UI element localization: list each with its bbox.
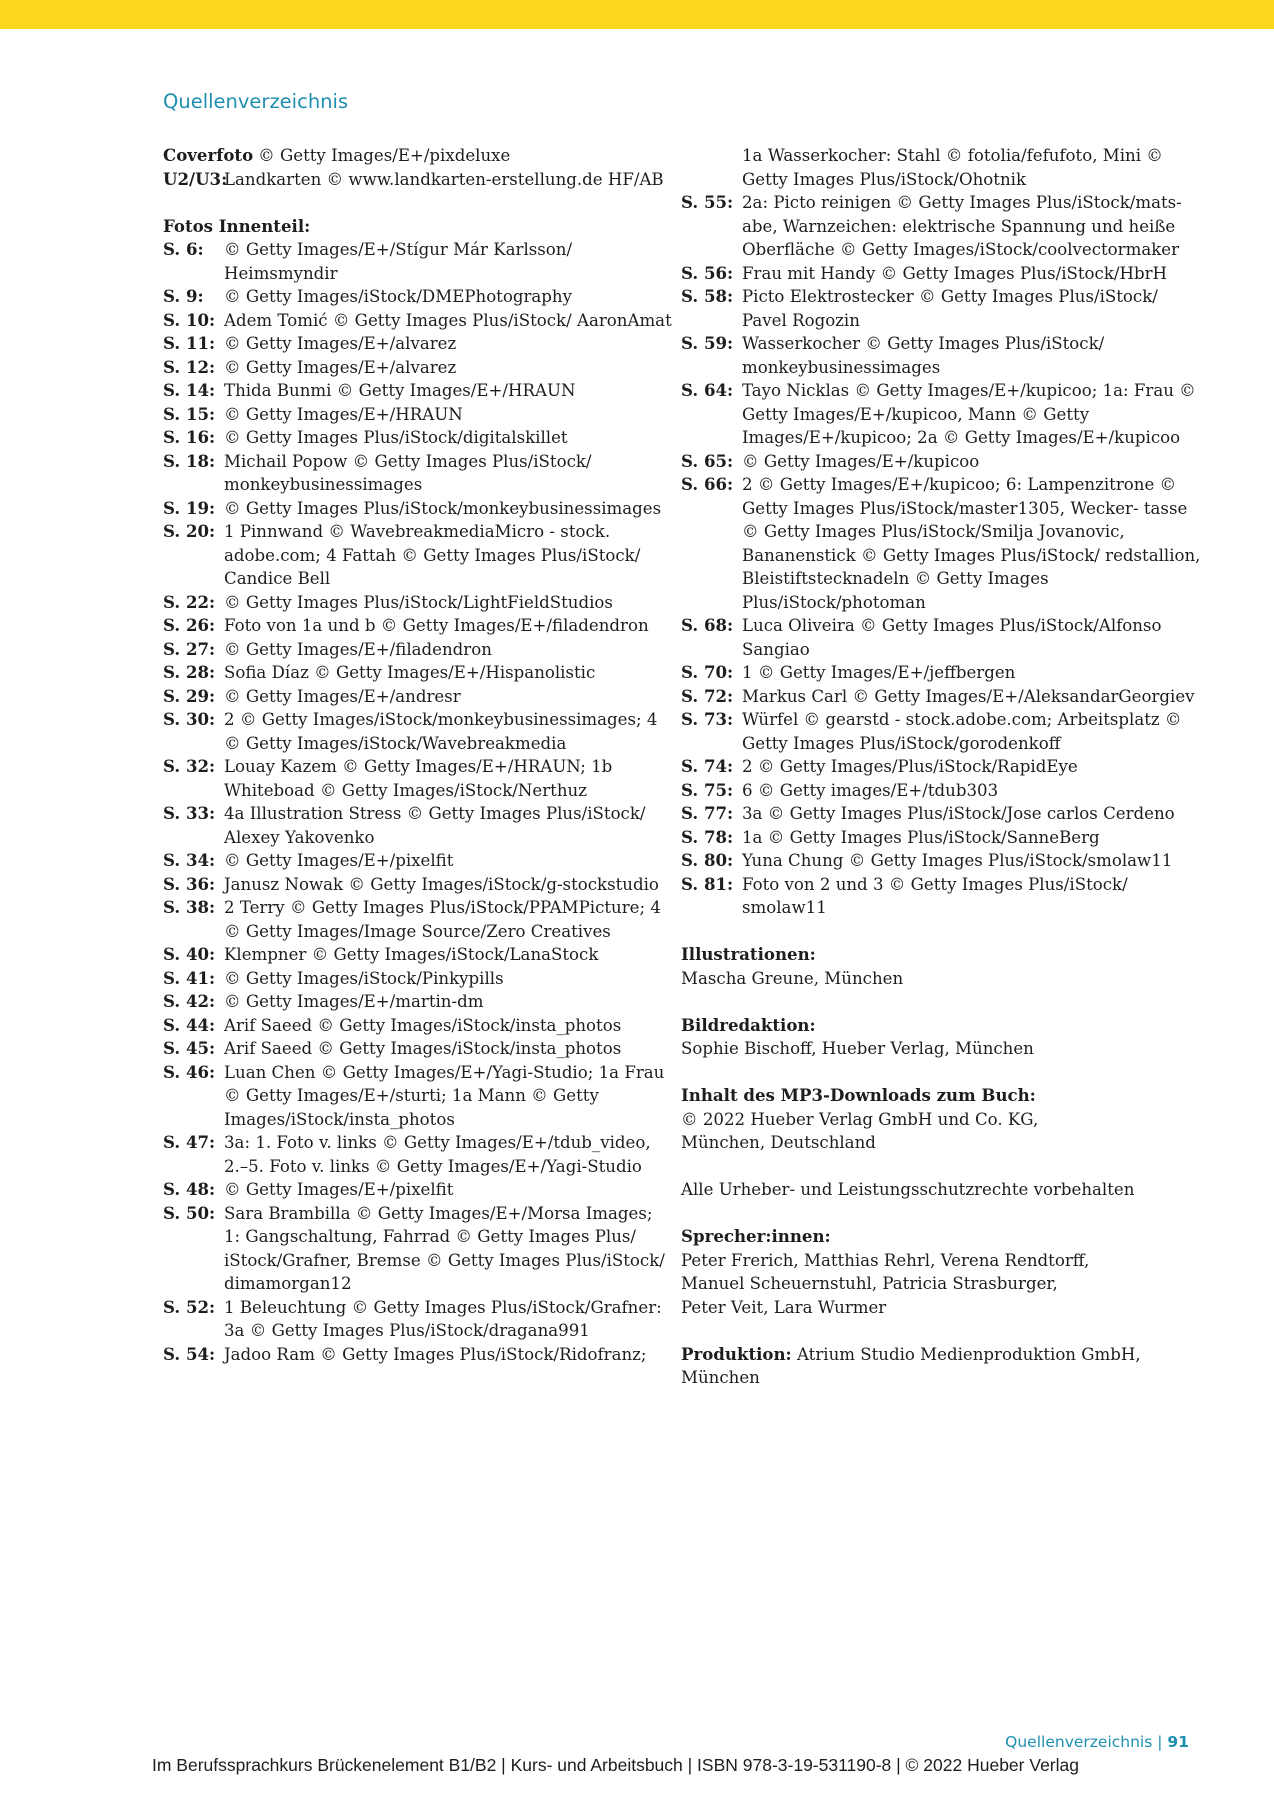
page-label: S. 78: xyxy=(681,826,734,847)
credit-entry xyxy=(163,238,673,285)
credit-text: Janusz Nowak © Getty Images/iStock/g-stockstudio xyxy=(224,874,659,894)
produktion-text: Atrium Studio Medienproduktion GmbH, München xyxy=(681,1344,1141,1387)
left-column xyxy=(163,144,673,1366)
page-label: S. 22: xyxy=(163,591,216,612)
credit-text: Thida Bunmi © Getty Images/E+/HRAUN xyxy=(224,381,576,400)
page-label: S. 20: xyxy=(163,521,216,541)
page-label: S. 29: xyxy=(163,685,216,706)
page-label: S. 41: xyxy=(163,967,216,988)
sprecher-line: Peter Veit, Lara Wurmer xyxy=(681,1297,887,1317)
credit-entry xyxy=(681,873,1201,920)
credit-text: Michail Popow © Getty Images Plus/iStock/ monkeybusinessimages xyxy=(224,451,592,494)
credit-entry xyxy=(681,450,1201,474)
page-label: S. 59: xyxy=(681,333,734,353)
illustrationen-heading: Illustrationen: xyxy=(681,944,816,964)
credit-entry xyxy=(681,779,1201,803)
page-label: S. 38: xyxy=(163,897,216,917)
sprecher-line: Manuel Scheuernstuhl, Patricia Strasburger, xyxy=(681,1274,1058,1293)
credit-text: 6 © Getty images/E+/tdub303 xyxy=(742,780,999,800)
page-label: S. 18: xyxy=(163,450,216,471)
page-label: S. 73: xyxy=(681,709,734,729)
credit-text: Markus Carl © Getty Images/E+/AleksandarGeorgiev xyxy=(742,686,1195,706)
credit-entry xyxy=(681,285,1201,332)
credit-entry xyxy=(163,1131,673,1178)
cover-credit xyxy=(163,144,673,168)
credit-text: Louay Kazem © Getty Images/E+/HRAUN; 1b Whiteboad © Getty Images/iStock/Nerthuz xyxy=(224,757,613,800)
page-label: S. 56: xyxy=(681,262,734,283)
credit-entry xyxy=(163,450,673,497)
credit-text: 2 © Getty Images/E+/kupicoo; 6: Lampenzitrone © Getty Images Plus/iStock/master1305, Wecker- tasse © Getty Images Plus/iStock/Smilja Jovanovic, Bananenstick © Getty Images Plus/iStock/ redstallion, Bleistiftstecknadeln © Getty Images Plus/iStock/photoman xyxy=(742,475,1201,612)
continuation-text: 1a Wasserkocher: Stahl © fotolia/fefufoto, Mini © Getty Images Plus/iStock/Ohotnik xyxy=(742,146,1163,189)
credit-text: © Getty Images Plus/iStock/monkeybusinessimages xyxy=(224,498,662,518)
mp3-heading: Inhalt des MP3-Downloads zum Buch: xyxy=(681,1085,1036,1105)
credit-entry xyxy=(163,1343,673,1367)
entry-label: U2/U3: xyxy=(163,168,228,189)
page-label: S. 34: xyxy=(163,850,216,870)
page-label: S. 46: xyxy=(163,1061,216,1082)
right-column xyxy=(681,144,1201,1390)
credit-entry xyxy=(681,661,1201,685)
credit-entry xyxy=(163,332,673,356)
credit-entry xyxy=(681,685,1201,709)
credit-text: © Getty Images/E+/andresr xyxy=(224,686,461,706)
page-label: S. 48: xyxy=(163,1179,216,1199)
page-label: S. 40: xyxy=(163,944,216,964)
page-label: S. 32: xyxy=(163,756,216,776)
credit-text: 2a: Picto reinigen © Getty Images Plus/iStock/mats- abe, Warnzeichen: elektrische Spannung und heiße Oberfläche © Getty Images/iStock/coolvectormaker xyxy=(742,193,1182,259)
credit-text: Tayo Nicklas © Getty Images/E+/kupicoo; 1a: Frau © Getty Images/E+/kupicoo, Mann © Getty Images/E+/kupicoo; 2a © Getty Images/E+/kupicoo xyxy=(742,381,1196,447)
page-label: S. 81: xyxy=(681,873,734,894)
page-label: S. 6: xyxy=(163,239,204,259)
page-label: S. 74: xyxy=(681,756,734,776)
page-label: S. 10: xyxy=(163,309,216,330)
credit-entry xyxy=(163,990,673,1014)
credit-text: Picto Elektrostecker © Getty Images Plus/iStock/ Pavel Rogozin xyxy=(742,287,1158,330)
credit-entry xyxy=(681,849,1201,873)
credit-entry xyxy=(163,379,673,403)
entry-text: Landkarten © www.landkarten-erstellung.de HF/AB xyxy=(224,169,664,189)
page-label: S. 64: xyxy=(681,380,734,400)
credit-entry xyxy=(163,591,673,615)
credit-text: 1 © Getty Images/E+/jeffbergen xyxy=(742,663,1016,682)
credit-entry xyxy=(163,896,673,943)
credit-entry xyxy=(681,708,1201,755)
credit-text: © Getty Images/E+/HRAUN xyxy=(224,404,463,424)
credit-entry xyxy=(163,685,673,709)
credit-text: Foto von 2 und 3 © Getty Images Plus/iStock/ smolaw11 xyxy=(742,874,1128,917)
credit-text: Luan Chen © Getty Images/E+/Yagi-Studio; 1a Frau © Getty Images/E+/sturti; 1a Mann © Getty Images/iStock/insta_photos xyxy=(224,1062,665,1129)
footer-separator: | xyxy=(1157,1733,1163,1751)
credit-entry xyxy=(163,1296,673,1343)
page-label: S. 77: xyxy=(681,803,734,823)
page-label: S. 80: xyxy=(681,850,734,870)
credit-entry xyxy=(681,614,1201,661)
credit-text: © Getty Images/E+/pixelfit xyxy=(224,851,454,870)
credit-text: Yuna Chung © Getty Images Plus/iStock/smolaw11 xyxy=(742,851,1173,870)
credit-text: Jadoo Ram © Getty Images Plus/iStock/Ridofranz; xyxy=(224,1344,647,1364)
credit-entry xyxy=(163,802,673,849)
produktion-label: Produktion: xyxy=(681,1343,792,1364)
page-label: S. 50: xyxy=(163,1202,216,1223)
credit-entry xyxy=(163,1178,673,1202)
page-label: S. 16: xyxy=(163,427,216,447)
credit-text: © Getty Images/E+/martin-dm xyxy=(224,992,484,1011)
page-label: S. 45: xyxy=(163,1038,216,1058)
left-credit-list xyxy=(163,238,673,1366)
page-label: S. 42: xyxy=(163,991,216,1011)
fotos-heading: Fotos Innenteil: xyxy=(163,215,311,236)
credit-text: © Getty Images/E+/alvarez xyxy=(224,334,457,353)
credit-text: © Getty Images Plus/iStock/digitalskillet xyxy=(224,428,568,447)
credit-text: Luca Oliveira © Getty Images Plus/iStock/Alfonso Sangiao xyxy=(742,616,1162,659)
rights-text: Alle Urheber- und Leistungsschutzrechte vorbehalten xyxy=(681,1180,1135,1199)
credit-text: © Getty Images/E+/filadendron xyxy=(224,639,492,659)
page-label: S. 54: xyxy=(163,1343,216,1364)
credit-text: © Getty Images/E+/Stígur Már Karlsson/ Heimsmyndir xyxy=(224,240,573,283)
credit-text: Foto von 1a und b © Getty Images/E+/filadendron xyxy=(224,616,649,635)
page-label: S. 70: xyxy=(681,662,734,682)
credit-text: 1a © Getty Images Plus/iStock/SanneBerg xyxy=(742,827,1100,847)
credit-entry xyxy=(681,473,1201,614)
page-title: Quellenverzeichnis xyxy=(163,90,349,113)
sprecher-heading: Sprecher:innen: xyxy=(681,1226,831,1246)
credit-text: 1 Beleuchtung © Getty Images Plus/iStock/Grafner: 3a © Getty Images Plus/iStock/dragana991 xyxy=(224,1297,662,1340)
credit-text: Sofia Díaz © Getty Images/E+/Hispanolistic xyxy=(224,663,596,682)
bildredaktion-text: Sophie Bischoff, Hueber Verlag, München xyxy=(681,1039,1034,1058)
credit-entry xyxy=(163,1061,673,1132)
credit-entry xyxy=(163,426,673,450)
page-label: S. 47: xyxy=(163,1132,216,1152)
credit-text: 2 © Getty Images/Plus/iStock/RapidEye xyxy=(742,757,1078,776)
credit-entry xyxy=(163,708,673,755)
page-number: 91 xyxy=(1167,1733,1189,1751)
page-label: S. 28: xyxy=(163,662,216,682)
credit-entry xyxy=(163,1037,673,1061)
credit-entry xyxy=(163,849,673,873)
mp3-line: München, Deutschland xyxy=(681,1133,876,1152)
credit-text: Arif Saeed © Getty Images/iStock/insta_photos xyxy=(224,1015,622,1035)
page-label: S. 30: xyxy=(163,709,216,729)
page-label: S. 65: xyxy=(681,450,734,471)
page-label: S. 27: xyxy=(163,638,216,659)
credit-text: © Getty Images Plus/iStock/LightFieldStudios xyxy=(224,592,613,612)
u2u3-credit xyxy=(163,168,673,192)
page-label: S. 33: xyxy=(163,803,216,823)
footer-section-page xyxy=(1005,1733,1189,1751)
credit-text: Würfel © gearstd - stock.adobe.com; Arbeitsplatz © Getty Images Plus/iStock/gorodenkoff xyxy=(742,710,1182,753)
credit-entry xyxy=(163,356,673,380)
footer-section: Quellenverzeichnis xyxy=(1005,1733,1153,1751)
footer-book-info: Im Berufssprachkurs Brückenelement B1/B2 | Kurs- und Arbeitsbuch | ISBN 978-3-19-531190-8 | © 2022 Hueber Verlag xyxy=(152,1755,1079,1775)
credit-text: © Getty Images/E+/pixelfit xyxy=(224,1180,454,1199)
mp3-line: © 2022 Hueber Verlag GmbH und Co. KG, xyxy=(681,1109,1039,1129)
credit-entry xyxy=(163,497,673,521)
top-accent-bar xyxy=(0,0,1274,29)
page-label: S. 58: xyxy=(681,286,734,306)
credit-entry xyxy=(163,1014,673,1038)
credit-text: 2 © Getty Images/iStock/monkeybusinessimages; 4 © Getty Images/iStock/Wavebreakmedia xyxy=(224,710,658,753)
credit-text: Adem Tomić © Getty Images Plus/iStock/ AaronAmat xyxy=(224,310,672,330)
page-label: S. 72: xyxy=(681,685,734,706)
page-label: S. 19: xyxy=(163,497,216,518)
page-label: S. 12: xyxy=(163,356,216,377)
credit-entry xyxy=(163,661,673,685)
credit-text: Klempner © Getty Images/iStock/LanaStock xyxy=(224,945,599,964)
entry-text: © Getty Images/E+/pixdeluxe xyxy=(258,146,511,165)
entry-label: Coverfoto xyxy=(163,145,254,165)
page-label: S. 36: xyxy=(163,873,216,894)
bildredaktion-heading: Bildredaktion: xyxy=(681,1014,816,1035)
page-label: S. 52: xyxy=(163,1296,216,1317)
credit-entry xyxy=(163,943,673,967)
sprecher-line: Peter Frerich, Matthias Rehrl, Verena Rendtorff, xyxy=(681,1250,1090,1270)
page-label: S. 44: xyxy=(163,1014,216,1035)
credit-entry xyxy=(163,403,673,427)
page-label: S. 75: xyxy=(681,779,734,800)
credit-text: Sara Brambilla © Getty Images/E+/Morsa Images; 1: Gangschaltung, Fahrrad © Getty Images Plus/ iStock/Grafner, Bremse © Getty Images Plus/iStock/ dimamorgan12 xyxy=(224,1203,665,1293)
page-label: S. 26: xyxy=(163,615,216,635)
credit-entry xyxy=(163,755,673,802)
credit-entry xyxy=(163,614,673,638)
credit-text: 3a © Getty Images Plus/iStock/Jose carlos Cerdeno xyxy=(742,804,1175,823)
credit-entry xyxy=(681,191,1201,262)
page-label: S. 9: xyxy=(163,286,204,306)
credit-entry xyxy=(681,332,1201,379)
illustrationen-text: Mascha Greune, München xyxy=(681,968,904,988)
page-label: S. 68: xyxy=(681,615,734,635)
credit-text: 1 Pinnwand © WavebreakmediaMicro - stock. adobe.com; 4 Fattah © Getty Images Plus/iStock/ Candice Bell xyxy=(224,522,641,588)
right-credit-list xyxy=(681,191,1201,920)
credit-text: © Getty Images/E+/kupicoo xyxy=(742,451,980,471)
credit-entry xyxy=(163,520,673,591)
credit-text: © Getty Images/iStock/DMEPhotography xyxy=(224,287,572,306)
page-label: S. 15: xyxy=(163,403,216,424)
credit-entry xyxy=(163,1202,673,1296)
credit-entry xyxy=(163,285,673,309)
produktion-credit xyxy=(681,1343,1201,1390)
credit-text: © Getty Images/iStock/Pinkypills xyxy=(224,968,504,988)
page-label: S. 11: xyxy=(163,333,216,353)
credit-text: © Getty Images/E+/alvarez xyxy=(224,357,457,377)
credit-entry xyxy=(681,262,1201,286)
page-label: S. 14: xyxy=(163,380,216,400)
page-label: S. 66: xyxy=(681,474,734,494)
credit-text: 3a: 1. Foto v. links © Getty Images/E+/tdub_video, 2.–5. Foto v. links © Getty Images/E+/Yagi-Studio xyxy=(224,1133,651,1176)
credit-entry xyxy=(681,802,1201,826)
credit-text: Wasserkocher © Getty Images Plus/iStock/ monkeybusinessimages xyxy=(742,334,1105,377)
credit-text: 4a Illustration Stress © Getty Images Plus/iStock/ Alexey Yakovenko xyxy=(224,804,646,847)
credit-entry xyxy=(681,379,1201,450)
credit-entry xyxy=(681,755,1201,779)
credit-text: Arif Saeed © Getty Images/iStock/insta_photos xyxy=(224,1039,622,1058)
page-label: S. 55: xyxy=(681,192,734,212)
credit-entry xyxy=(163,873,673,897)
credit-entry xyxy=(681,826,1201,850)
credit-text: 2 Terry © Getty Images Plus/iStock/PPAMPicture; 4 © Getty Images/Image Source/Zero Creatives xyxy=(224,898,661,941)
credit-text: Frau mit Handy © Getty Images Plus/iStock/HbrH xyxy=(742,263,1167,283)
credit-entry xyxy=(163,638,673,662)
credit-entry xyxy=(163,309,673,333)
credit-entry xyxy=(163,967,673,991)
